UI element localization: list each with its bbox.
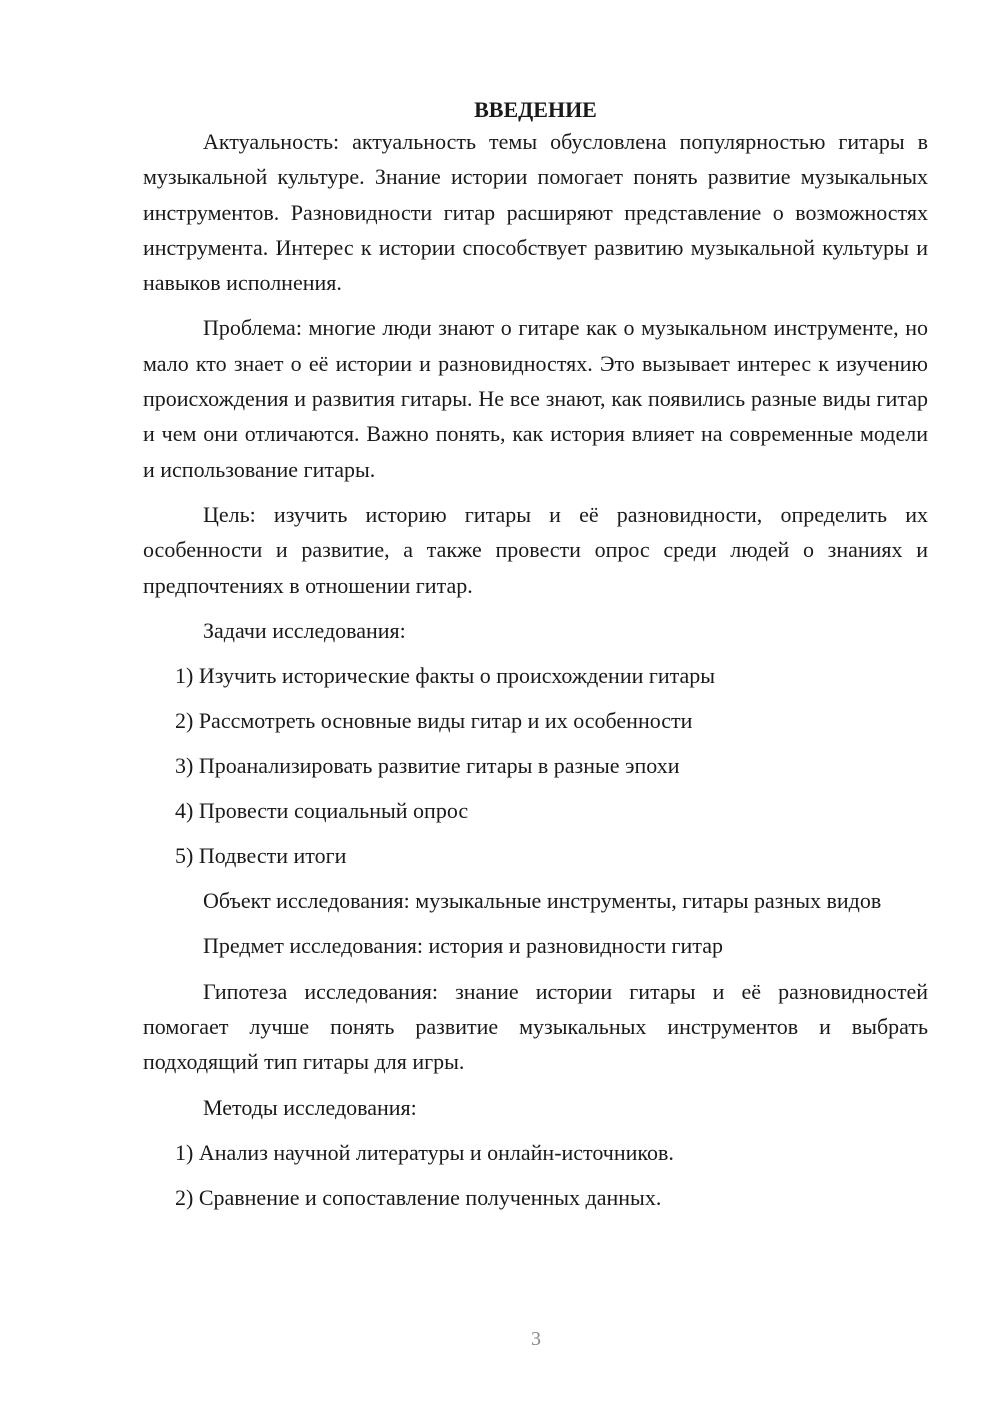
section-title: ВВЕДЕНИЕ: [474, 97, 597, 122]
task-item: 4) Провести социальный опрос: [175, 798, 469, 824]
task-item: 1) Изучить исторические факты о происхождении гитары: [175, 663, 716, 689]
subject-paragraph: Предмет исследования: история и разновидности гитар: [203, 933, 723, 959]
object-paragraph: Объект исследования: музыкальные инструменты, гитары разных видов: [203, 888, 882, 914]
task-item: 3) Проанализировать развитие гитары в разные эпохи: [175, 753, 680, 779]
goal-paragraph: Цель: изучить историю гитары и её разновидности, определить их особенности и развитие, а также провести опрос среди людей о знаниях и предпочтениях в отношении гитар.: [143, 501, 928, 598]
task-item: 2) Рассмотреть основные виды гитар и их особенности: [175, 708, 693, 734]
problem-paragraph: Проблема: многие люди знают о гитаре как о музыкальном инструменте, но мало кто знает о её истории и разновидностях. Это вызывает интерес к изучению происхождения и развития гитары. Не все знают, как появились разные виды гитар и чем они отличаются. Важно понять, как история влияет на современные модели и использование гитары.: [143, 315, 928, 482]
tasks-heading: Задачи исследования:: [203, 617, 406, 643]
methods-heading: Методы исследования:: [203, 1094, 417, 1120]
document-page: [143, 92, 928, 1215]
relevance-paragraph: Актуальность: актуальность темы обусловлена популярностью гитары в музыкальной культуре. Знание истории помогает понять развитие музыкальных инструментов. Разновидности гитар расширяют представление о возможностях инструмента. Интерес к истории способствует развитию музыкальной культуры и навыков исполнения.: [143, 129, 928, 296]
page-number: 3: [531, 1328, 541, 1350]
method-item: 1) Анализ научной литературы и онлайн-источников.: [175, 1139, 674, 1165]
hypothesis-paragraph: Гипотеза исследования: знание истории гитары и её разновидностей помогает лучше понять развитие музыкальных инструментов и выбрать подходящий тип гитары для игры.: [143, 978, 928, 1075]
task-item: 5) Подвести итоги: [175, 843, 347, 869]
method-item: 2) Сравнение и сопоставление полученных данных.: [175, 1184, 662, 1210]
